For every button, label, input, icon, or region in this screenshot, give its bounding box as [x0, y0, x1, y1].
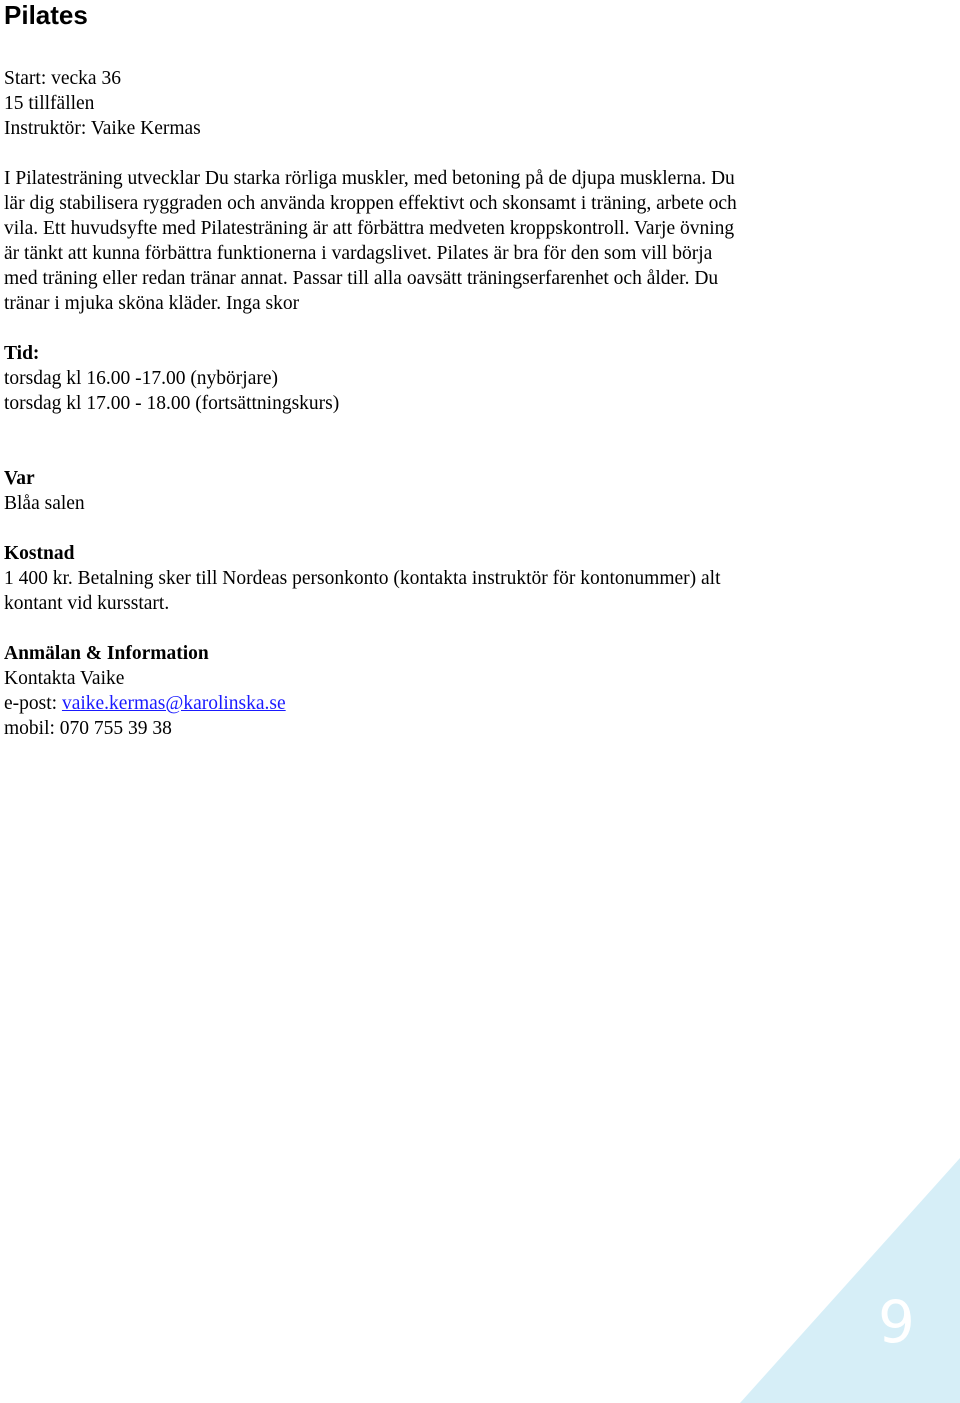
contact-name: Kontakta Vaike — [4, 668, 125, 689]
info-start: Start: vecka 36 — [4, 68, 121, 89]
email-link[interactable]: vaike.kermas@karolinska.se — [61, 693, 286, 714]
description-line: tränar i mjuka sköna kläder. Inga skor — [4, 293, 300, 314]
cost-line: 1 400 kr. Betalning sker till Nordeas personkonto (kontakta instruktör för kontonummer) alt — [4, 568, 721, 589]
info-sessions: 15 tillfällen — [4, 93, 95, 114]
description-line: med träning eller redan tränar annat. Passar till alla oavsätt träningserfarenhet och ålder. Du — [4, 268, 719, 289]
contact-phone: mobil: 070 755 39 38 — [4, 718, 172, 739]
course-content — [4, 66, 934, 741]
place-value: Blåa salen — [4, 493, 85, 514]
cost-heading: Kostnad — [4, 543, 75, 564]
page-number: 9 — [878, 1288, 915, 1356]
cost-line: kontant vid kursstart. — [4, 593, 170, 614]
contact-heading: Anmälan & Information — [4, 643, 209, 664]
description-line: I Pilatesträning utvecklar Du starka rörliga muskler, med betoning på de djupa musklerna. Du — [4, 168, 735, 189]
corner-triangle — [740, 1158, 960, 1403]
time-slot: torsdag kl 17.00 - 18.00 (fortsättningskurs) — [4, 393, 340, 414]
description-line: lär dig stabilisera ryggraden och använda kroppen effektivt och skonsamt i träning, arbete och — [4, 193, 737, 214]
description — [4, 166, 934, 316]
contact-email-row — [4, 691, 934, 716]
description-line: vila. Ett huvudsyfte med Pilatesträning är att förbättra medveten kroppskontroll. Varje övning — [4, 218, 735, 239]
email-label: e-post: — [4, 693, 62, 714]
time-slot: torsdag kl 16.00 -17.00 (nybörjare) — [4, 368, 279, 389]
time-heading: Tid: — [4, 343, 40, 364]
page-title: Pilates — [4, 0, 88, 30]
info-instructor: Instruktör: Vaike Kermas — [4, 118, 201, 139]
description-line: är tänkt att kunna förbättra funktionerna i vardagslivet. Pilates är bra för den som vill börja — [4, 243, 713, 264]
corner-triangle-decoration — [740, 1158, 960, 1403]
place-heading: Var — [4, 468, 35, 489]
